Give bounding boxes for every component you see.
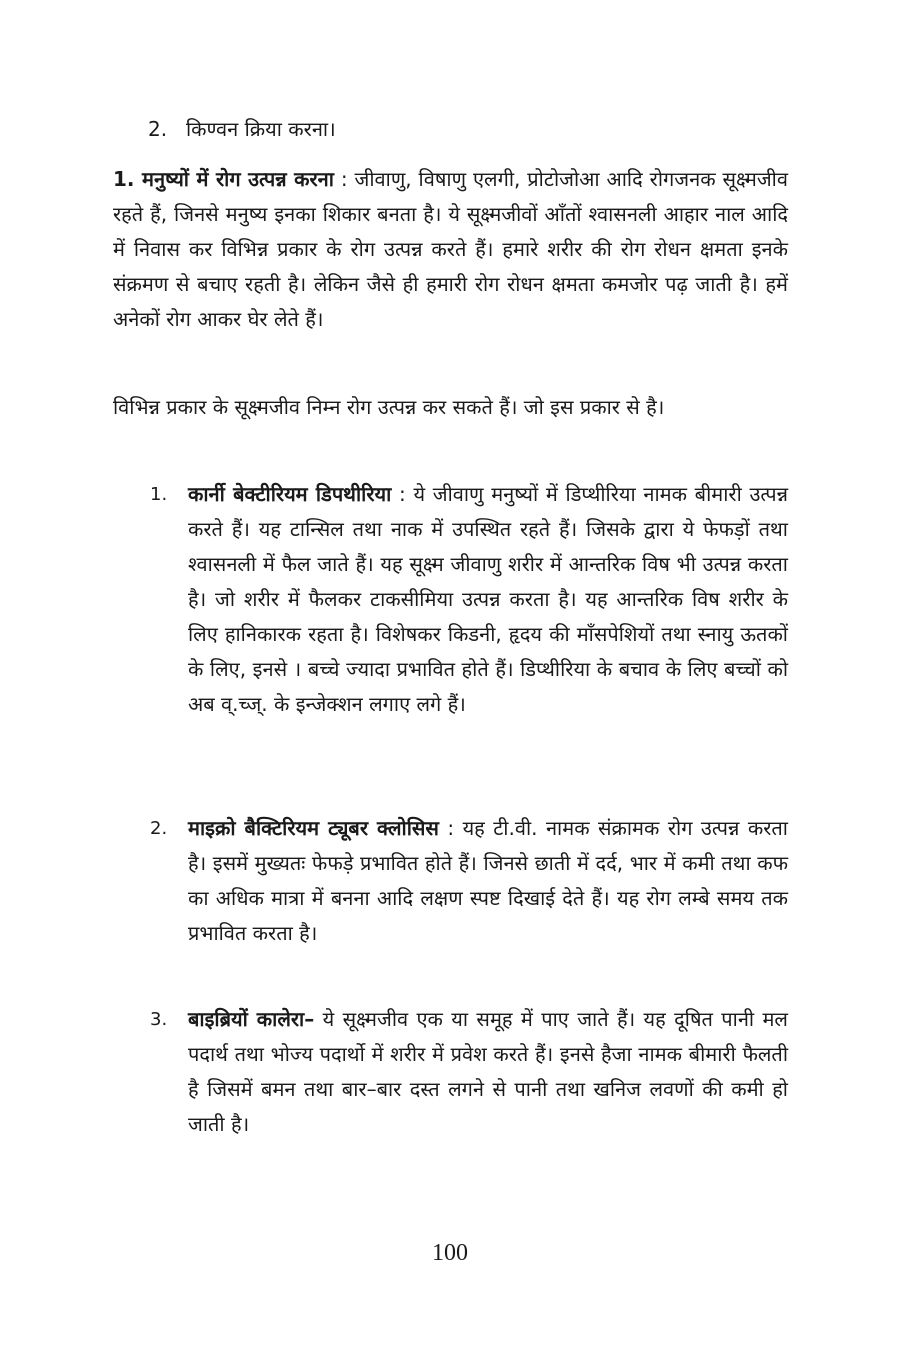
section-text: जीवाणु, विषाणु एलगी, प्रोटोजोआ आदि रोगजनक सूक्ष्मजीव रहते हैं, जिनसे मनुष्य इनका शिकार बनता है। ये सूक्ष्मजीवों आँतों श्वासनली आहार नाल आदि में निवास कर विभिन्न प्रकार के रोग उत्पन्न करते हैं। हमारे शरीर की रोग रोधन क्षमता इनके संक्रमण से बचाए रहती है। लेकिन जैसे ही हमारी रोग रोधन क्षमता कमजोर पढ़ जाती है। हमें अनेकों रोग आकर घेर लेते हैं। (113, 167, 788, 331)
list-title: माइक्रो बैक्टिरियम ट्यूबर क्लोसिस (188, 816, 439, 840)
section-paragraph (113, 162, 788, 337)
list-body (188, 477, 788, 722)
separator: : (391, 482, 414, 506)
list-title: बाइब्रियों कालेरा– (188, 1007, 315, 1031)
list-item (150, 811, 788, 951)
list-body (188, 811, 788, 951)
separator (314, 1007, 322, 1031)
list-text: ये जीवाणु मनुष्यों में डिप्थीरिया नामक बीमारी उत्पन्न करते हैं। यह टान्सिल तथा नाक में उपस्थित रहते हैं। जिसके द्वारा ये फेफड़ों तथा श्वासनली में फैल जाते हैं। यह सूक्ष्म जीवाणु शरीर में आन्तरिक विष भी उत्पन्न करता है। जो शरीर में फैलकर टाकसीमिया उत्पन्न करता है। यह आन्तरिक विष शरीर के लिए हानिकारक रहता है। विशेषकर किडनी, हृदय की माँसपेशियों तथा स्नायु ऊतकों के लिए, इनसे । बच्चे ज्यादा प्रभावित होते हैं। डिप्थीरिया के बचाव के लिए बच्चों को अब व्.च्ज्. के इन्जेक्शन लगाए लगे हैं। (188, 482, 788, 716)
list-text: यह टी.वी. नामक संक्रामक रोग उत्पन्न करता है। इसमें मुख्यतः फेफड़े प्रभावित होते हैं। जिनसे छाती में दर्द, भार में कमी तथा कफ का अधिक मात्रा में बनना आदि लक्षण स्पष्ट दिखाई देते हैं। यह रोग लम्बे समय तक प्रभावित करता है। (188, 816, 788, 945)
list-body (188, 1002, 788, 1142)
list-number: 1. (150, 484, 168, 505)
list-number: 3. (150, 1009, 168, 1030)
top-list-item (148, 112, 336, 146)
list-text: किण्वन क्रिया करना। (186, 117, 336, 141)
separator: : (438, 816, 463, 840)
section-heading: 1. मनुष्यों में रोग उत्पन्न करना (113, 167, 334, 191)
list-item (150, 477, 788, 722)
intro-paragraph: विभिन्न प्रकार के सूक्ष्मजीव निम्न रोग उत्पन्न कर सकते हैं। जो इस प्रकार से है। (113, 395, 665, 419)
list-number: 2. (148, 117, 168, 141)
list-text: ये सूक्ष्मजीव एक या समूह में पाए जाते हैं। यह दूषित पानी मल पदार्थ तथा भोज्य पदार्थो में शरीर में प्रवेश करते हैं। इनसे हैजा नामक बीमारी फैलती है जिसमें बमन तथा बार–बार दस्त लगने से पानी तथा खनिज लवणों की कमी हो जाती है। (188, 1007, 788, 1136)
separator: : (333, 167, 355, 191)
list-item (150, 1002, 788, 1142)
list-title: कार्नी बेक्टीरियम डिपथीरिया (188, 482, 392, 506)
page-number: 100 (432, 1240, 468, 1266)
list-number: 2. (150, 818, 168, 839)
